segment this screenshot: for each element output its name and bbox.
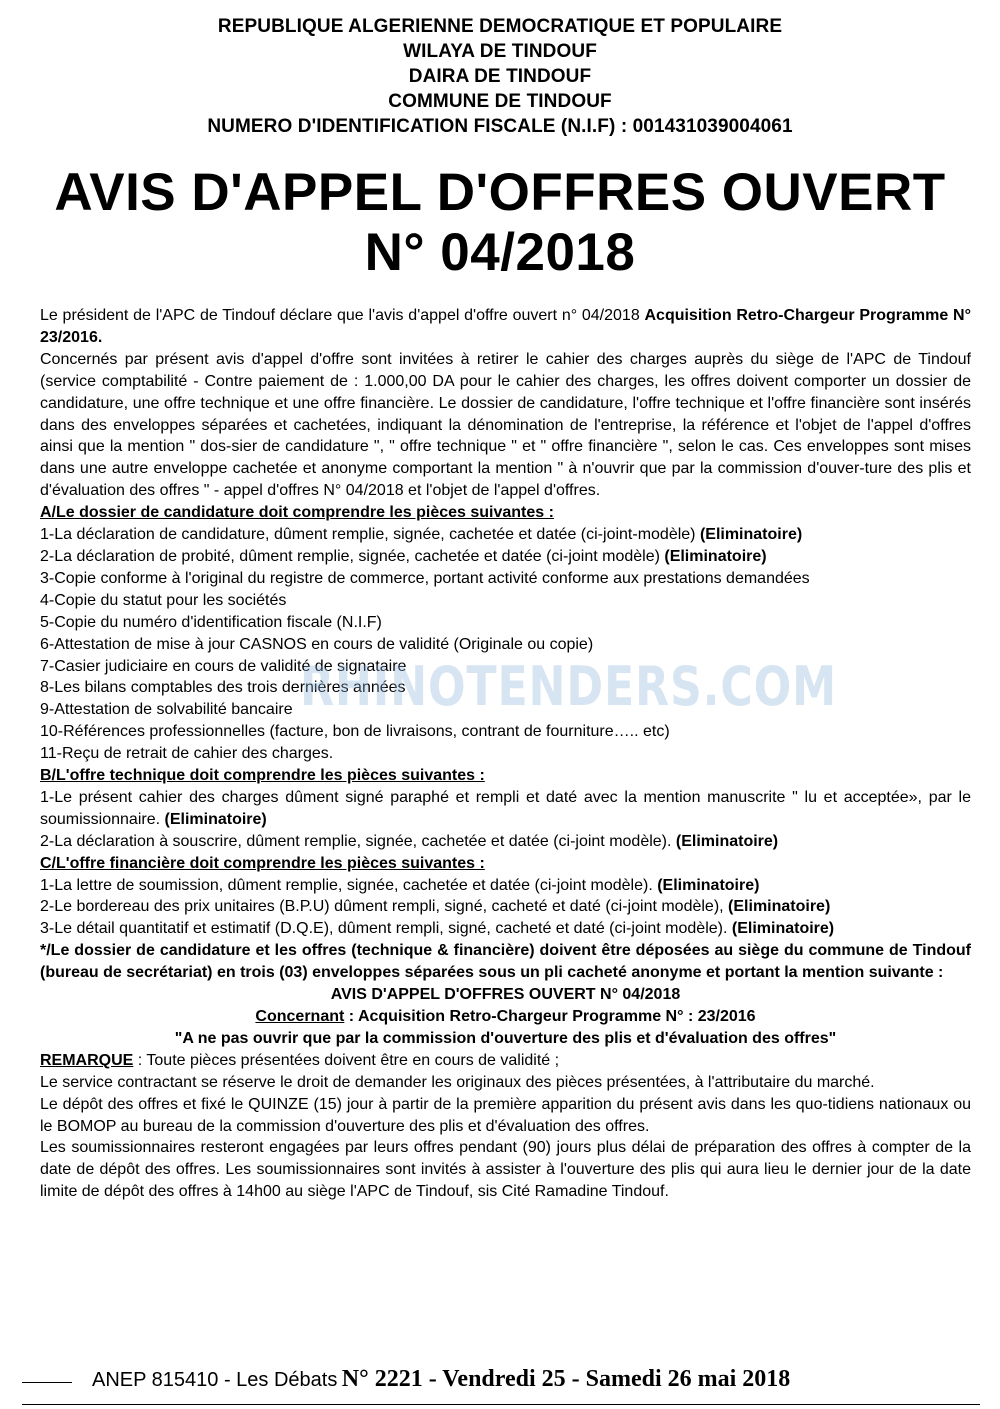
notice-body xyxy=(40,305,971,1203)
list-item: 5-Copie du numéro d'identification fiscale (N.I.F) xyxy=(40,613,382,631)
notice-title-line1: AVIS D'APPEL D'OFFRES OUVERT xyxy=(54,163,946,222)
deposit-concernant: Concernant : Acquisition Retro-Chargeur Programme N° : 23/2016 xyxy=(255,1008,756,1025)
header xyxy=(0,14,1000,139)
section-c-heading: C/L'offre financière doit comprendre les pièces suivantes : xyxy=(40,854,485,872)
deposit-deadline-paragraph: Le dépôt des offres et fixé le QUINZE (15) jour à partir de la première apparition du présent avis dans les quo-tidiens nationaux ou le BOMOP au bureau de la commission d'ouverture des plis et d'évaluation des offres. xyxy=(40,1095,971,1135)
list-item: 3-Le détail quantitatif et estimatif (D.Q.E), dûment rempli, signé, cacheté et daté (ci-joint modèle). (Eliminatoire) xyxy=(40,920,835,938)
list-item: 1-La déclaration de candidature, dûment remplie, signée, cachetée et datée (ci-joint-modèle) (Eliminatoire) xyxy=(40,526,803,544)
deposit-quote: "A ne pas ouvrir que par la commission d'ouverture des plis et d'évaluation des offres" xyxy=(174,1029,837,1047)
list-item: 11-Reçu de retrait de cahier des charges. xyxy=(40,745,334,763)
notice-title xyxy=(0,163,1000,283)
footer-rule xyxy=(22,1404,980,1405)
header-nif: NUMERO D'IDENTIFICATION FISCALE (N.I.F) : 001431039004061 xyxy=(207,116,793,137)
list-item: 1-Le présent cahier des charges dûment signé paraphé et rempli et daté avec la mention manuscrite " lu et acceptée», par le soumissionnaire. (Eliminatoire) xyxy=(40,788,971,828)
header-daira: DAIRA DE TINDOUF xyxy=(408,66,592,87)
list-item: 1-La lettre de soumission, dûment remplie, signée, cachetée et datée (ci-joint modèle). (Eliminatoire) xyxy=(40,876,760,894)
invitation-paragraph: Concernés par présent avis d'appel d'offre sont invitées à retirer le cahier des charges auprès du siège de l'APC de Tindouf (service comptabilité - Contre paiement de : 1.000,00 DA pour le cahier des charges, les offres doivent comporter un dossier de candidature, une offre technique et une offre financière. Le dossier de candidature, l'offre technique et l'offre financière sont insérés dans des enveloppes séparées et cachetées, indiquant la dénomination de l'entreprise, la référence et l'objet de l'appel d'offres ainsi que la mention " dos-sier de candidature ", " offre technique " et " offre financière ", selon le cas. Ces enveloppes sont mises dans une autre enveloppe cachetée et anonyme comportant la mention " à n'ouvrir que par la commission d'ouver-ture des plis et d'évaluation des offres " - appel d'offres N° 04/2018 et l'objet de l'appel d'offres. xyxy=(40,350,971,500)
header-wilaya: WILAYA DE TINDOUF xyxy=(403,41,597,62)
header-commune: COMMUNE DE TINDOUF xyxy=(388,91,612,112)
deposit-avis: AVIS D'APPEL D'OFFRES OUVERT N° 04/2018 xyxy=(330,986,681,1004)
validity-paragraph: Les soumissionnaires resteront engagées par leurs offres pendant (90) jours plus délai de préparation des offres à compter de la date de dépôt des offres. Les soumissionnaires sont invités à assister à l'ouverture des plis qui aura lieu le dernier jour de la date limite de dépôt des offres à 14h00 au siège l'APC de Tindouf, sis Cité Ramadine Tindouf. xyxy=(40,1139,971,1201)
intro-paragraph: Le président de l'APC de Tindouf déclare que l'avis d'appel d'offre ouvert n° 04/2018 Acquisition Retro-Chargeur Programme N° 23/2016. xyxy=(40,307,971,346)
section-a-heading: A/Le dossier de candidature doit comprendre les pièces suivantes : xyxy=(40,504,554,522)
remarque: REMARQUE : Toute pièces présentées doivent être en cours de validité ; xyxy=(40,1051,560,1069)
list-item: 2-La déclaration de probité, dûment remplie, signée, cachetée et datée (ci-joint modèle) (Eliminatoire) xyxy=(40,547,767,565)
deposit-instructions: */Le dossier de candidature et les offres (technique & financière) doivent être déposées au siège du commune de Tindouf (bureau de secrétariat) en trois (03) enveloppes séparées sous un pli cacheté anonyme et portant la mention suivante : xyxy=(40,942,971,982)
list-item: 2-Le bordereau des prix unitaires (B.P.U) dûment rempli, signé, cacheté et daté (ci-joint modèle), (Eliminatoire) xyxy=(40,898,831,916)
footer xyxy=(92,1366,790,1393)
footer-issue: N° 2221 - Vendredi 25 - Samedi 26 mai 2018 xyxy=(341,1366,791,1392)
footer-anep: ANEP 815410 - Les Débats xyxy=(92,1369,338,1391)
list-item: 8-Les bilans comptables des trois dernières années xyxy=(40,679,406,697)
list-item: 3-Copie conforme à l'original du registre de commerce, portant activité conforme aux prestations demandées xyxy=(40,569,810,587)
list-item: 10-Références professionnelles (facture, bon de livraisons, contrant de fourniture….. etc) xyxy=(40,723,670,741)
footer-left-rule xyxy=(22,1382,72,1383)
list-item: 6-Attestation de mise à jour CASNOS en cours de validité (Originale ou copie) xyxy=(40,635,594,653)
notice-number: N° 04/2018 xyxy=(364,223,636,282)
watermark: RHINOTENDERS.COM xyxy=(300,655,837,718)
header-republic: REPUBLIQUE ALGERIENNE DEMOCRATIQUE ET POPULAIRE xyxy=(217,16,783,37)
list-item: 7-Casier judiciaire en cours de validité de signataire xyxy=(40,657,407,675)
originals-paragraph: Le service contractant se réserve le droit de demander les originaux des pièces présentées, à l'attributaire du marché. xyxy=(40,1073,875,1091)
list-item: 9-Attestation de solvabilité bancaire xyxy=(40,701,293,719)
list-item: 2-La déclaration à souscrire, dûment remplie, signée, cachetée et datée (ci-joint modèle). (Eliminatoire) xyxy=(40,832,779,850)
list-item: 4-Copie du statut pour les sociétés xyxy=(40,591,287,609)
section-b-heading: B/L'offre technique doit comprendre les pièces suivantes : xyxy=(40,767,485,785)
